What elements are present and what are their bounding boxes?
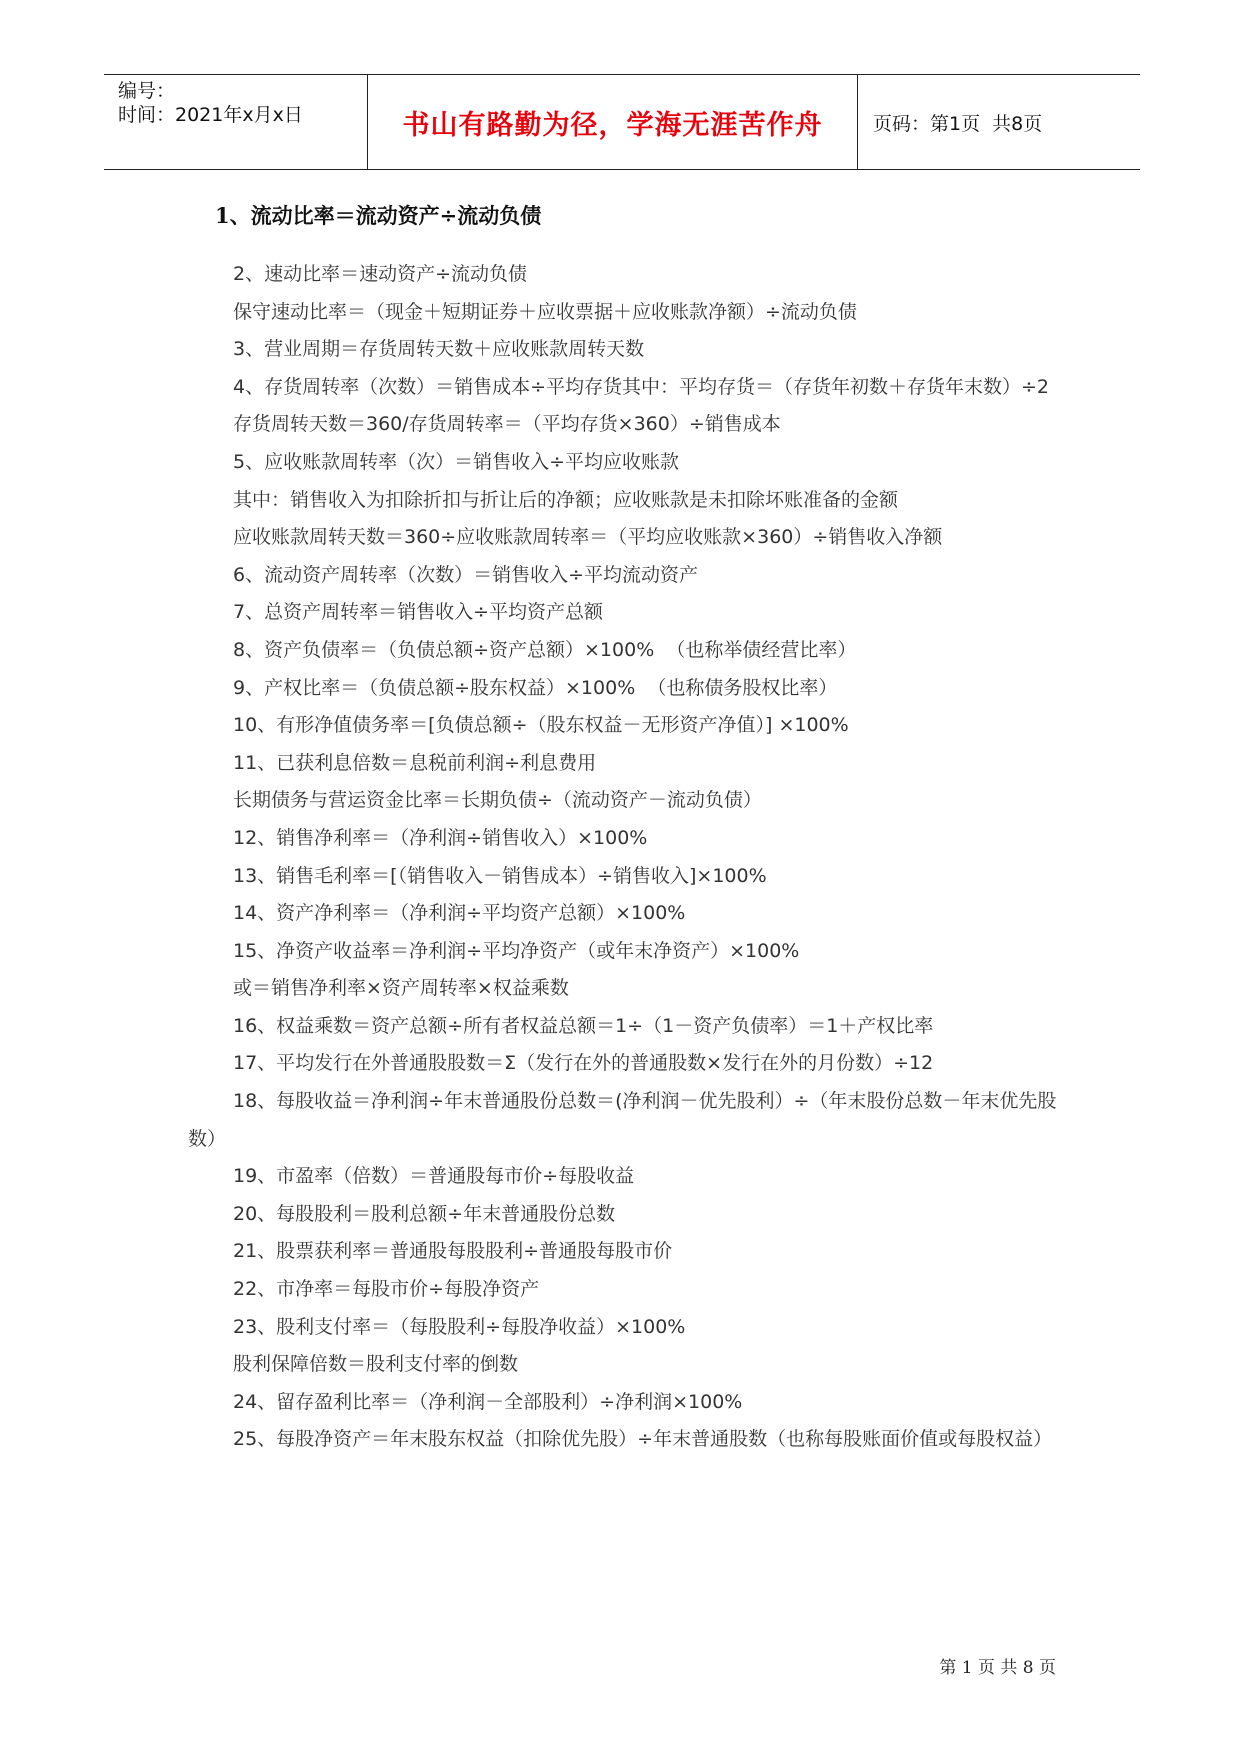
document-body bbox=[188, 188, 1058, 1459]
formula-line: 存货周转天数＝360/存货周转率＝（平均存货×360）÷销售成本 bbox=[233, 413, 781, 436]
formula-line: 3、营业周期＝存货周转天数＋应收账款周转天数 bbox=[233, 338, 645, 361]
formula-line: 5、应收账款周转率（次）＝销售收入÷平均应收账款 bbox=[233, 450, 680, 473]
formula-line: 股利保障倍数＝股利支付率的倒数 bbox=[233, 1353, 519, 1376]
formula-line: 4、存货周转率（次数）＝销售成本÷平均存货其中：平均存货＝（存货年初数＋存货年末数）÷2 bbox=[233, 375, 1050, 398]
formula-line: 17、平均发行在外普通股股数＝Σ（发行在外的普通股数×发行在外的月份数）÷12 bbox=[233, 1052, 934, 1075]
formula-line: 15、净资产收益率＝净利润÷平均净资产（或年末净资产）×100% bbox=[233, 939, 800, 962]
header-page-info-cell bbox=[858, 75, 1140, 169]
formula-line: 12、销售净利率＝（净利润÷销售收入）×100% bbox=[233, 826, 648, 849]
formula-line: 13、销售毛利率＝[（销售收入－销售成本）÷销售收入]×100% bbox=[233, 864, 767, 887]
document-time-label: 时间：2021年x月x日 bbox=[118, 104, 303, 126]
formula-line: 11、已获利息倍数＝息税前利润÷利息费用 bbox=[233, 751, 597, 774]
formula-line: 21、股票获利率＝普通股每股股利÷普通股每股市价 bbox=[233, 1240, 673, 1263]
formula-line: 7、总资产周转率＝销售收入÷平均资产总额 bbox=[233, 601, 604, 624]
page-footer: 第 1 页 共 8 页 bbox=[939, 1658, 1056, 1678]
formula-line: 22、市净率＝每股市价÷每股净资产 bbox=[233, 1278, 540, 1301]
formula-line: 20、每股股利＝股利总额÷年末普通股份总数 bbox=[233, 1202, 616, 1225]
formula-line: 应收账款周转天数＝360÷应收账款周转率＝（平均应收账款×360）÷销售收入净额 bbox=[233, 526, 943, 549]
formula-line: 18、每股收益＝净利润÷年末普通股份总数＝(净利润－优先股利）÷（年末股份总数－年末优先股数） bbox=[188, 1090, 1057, 1150]
formula-list bbox=[188, 256, 1058, 1459]
formula-line: 2、速动比率＝速动资产÷流动负债 bbox=[233, 263, 528, 285]
formula-line: 9、产权比率＝（负债总额÷股东权益）×100% （也称债务股权比率） bbox=[233, 676, 838, 699]
document-number-label: 编号： bbox=[118, 80, 176, 102]
formula-line: 19、市盈率（倍数）＝普通股每市价÷每股收益 bbox=[233, 1165, 635, 1188]
formula-line: 10、有形净值债务率＝[负债总额÷（股东权益－无形资产净值）] ×100% bbox=[233, 714, 849, 737]
formula-line: 16、权益乘数＝资产总额÷所有者权益总额＝1÷（1－资产负债率）＝1＋产权比率 bbox=[233, 1014, 934, 1037]
formula-line: 24、留存盈利比率＝（净利润－全部股利）÷净利润×100% bbox=[233, 1390, 743, 1413]
header-motto-cell bbox=[368, 75, 858, 169]
formula-line: 或＝销售净利率×资产周转率×权益乘数 bbox=[233, 977, 569, 1000]
formula-line: 其中：销售收入为扣除折扣与折让后的净额；应收账款是未扣除坏账准备的金额 bbox=[233, 488, 899, 511]
header-meta bbox=[104, 75, 368, 169]
header-page-info: 页码：第1页 共8页 bbox=[873, 112, 1043, 135]
formula-title: 1、流动比率＝流动资产÷流动负债 bbox=[215, 203, 542, 228]
formula-line: 8、资产负债率＝（负债总额÷资产总额）×100% （也称举债经营比率） bbox=[233, 638, 857, 661]
formula-line: 23、股利支付率＝（每股股利÷每股净收益）×100% bbox=[233, 1315, 686, 1338]
formula-line: 长期债务与营运资金比率＝长期负债÷（流动资产－流动负债） bbox=[233, 789, 762, 812]
formula-line: 6、流动资产周转率（次数）＝销售收入÷平均流动资产 bbox=[233, 563, 699, 586]
header-motto: 书山有路勤为径，学海无涯苦作舟 bbox=[402, 109, 823, 141]
formula-line: 保守速动比率＝（现金＋短期证券＋应收票据＋应收账款净额）÷流动负债 bbox=[233, 300, 857, 323]
formula-line: 14、资产净利率＝（净利润÷平均资产总额）×100% bbox=[233, 902, 686, 925]
page-header bbox=[104, 74, 1140, 170]
formula-line: 25、每股净资产＝年末股东权益（扣除优先股）÷年末普通股数（也称每股账面价值或每股权益） bbox=[233, 1428, 1053, 1451]
